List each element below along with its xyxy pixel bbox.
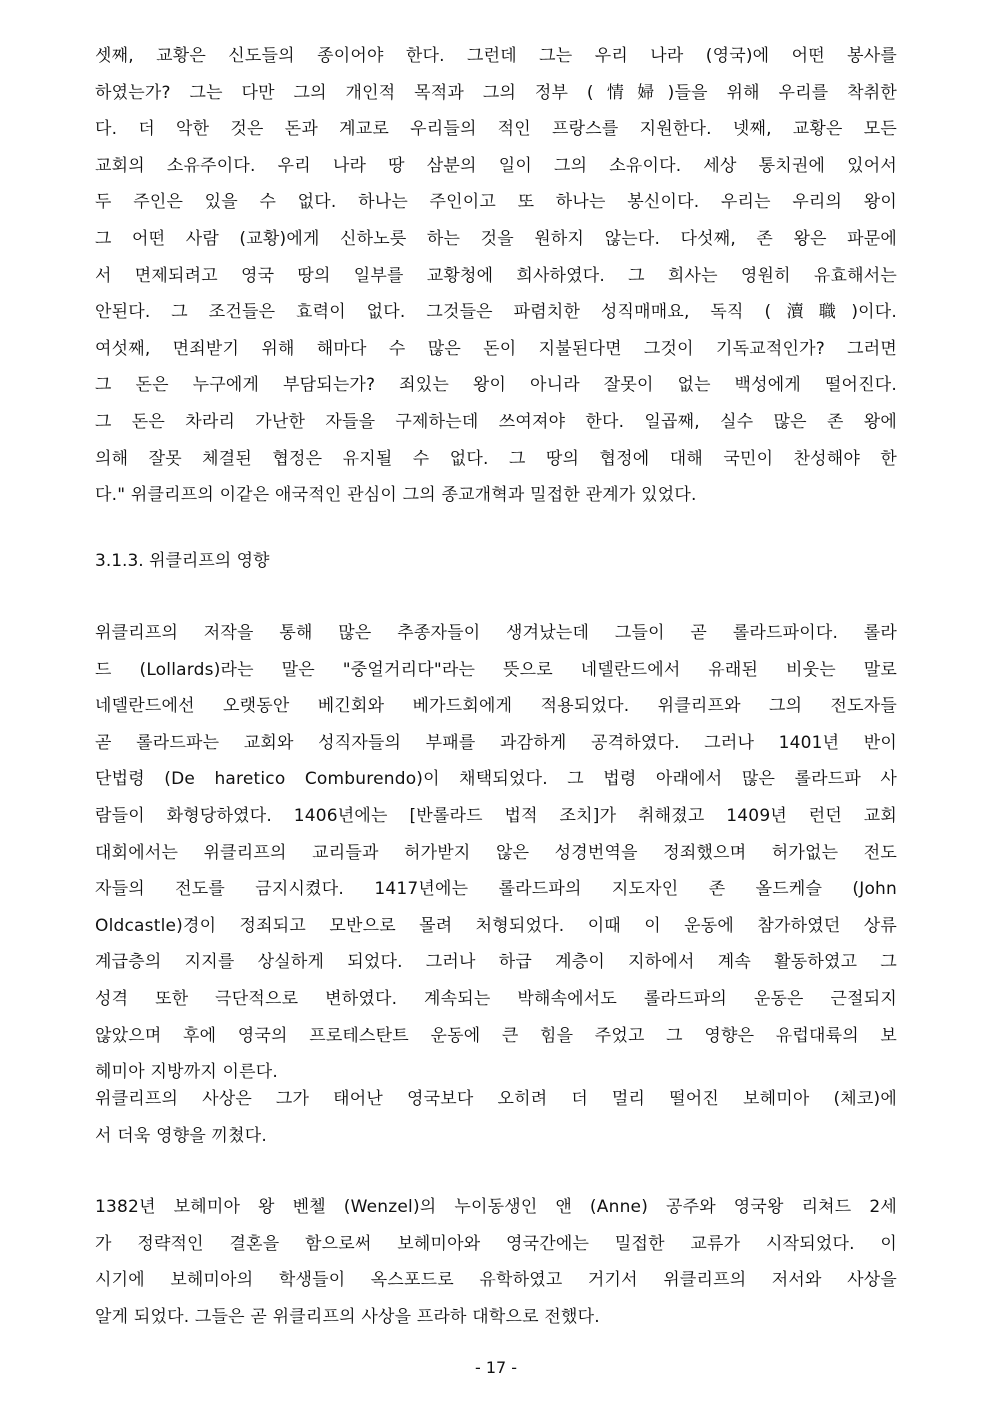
paragraph-line: 여섯째, 면죄받기 위해 해마다 수 많은 돈이 지불된다면 그것이 기독교적인가? 그러면 [95,338,897,359]
paragraph-line: 1382년 보헤미아 왕 벤첼 (Wenzel)의 누이동생인 앤 (Anne) 공주와 영국왕 리쳐드 2세 [95,1197,897,1217]
paragraph-line: 안된다. 그 조건들은 효력이 없다. 그것들은 파렴치한 성직매매요, 독직 (瀆職)이다. [95,302,897,323]
paragraph-line: 알게 되었다. 그들은 곧 위클리프의 사상을 프라하 대학으로 전했다. [95,1306,600,1327]
paragraph-line: 자들의 전도를 금지시켰다. 1417년에는 롤라드파의 지도자인 존 올드케슬 (John [95,879,897,900]
paragraph-line: 곧 롤라드파는 교회와 성직자들의 부패를 과감하게 공격하였다. 그러나 1401년 반이 [95,732,897,753]
paragraph-line: 헤미아 지방까지 이른다. [95,1062,279,1083]
paragraph-line: 계급층의 지지를 상실하게 되었다. 그러나 하급 계층이 지하에서 계속 활동하였고 그 [95,952,897,973]
paragraph-line: 람들이 화형당하였다. 1406년에는 [반롤라드 법적 조치]가 취해졌고 1409년 런던 교회 [95,805,897,826]
paragraph-line: 가 정략적인 결혼을 함으로써 보헤미아와 영국간에는 밀접한 교류가 시작되었다. 이 [95,1233,897,1254]
paragraph-line: 위클리프의 사상은 그가 태어난 영국보다 오히려 더 멀리 떨어진 보헤미아 (체코)에 [95,1089,897,1109]
paragraph-line: 시기에 보헤미아의 학생들이 옥스포드로 유학하였고 거기서 위클리프의 저서와 사상을 [95,1270,897,1291]
paragraph-line: 다. 더 악한 것은 돈과 계교로 우리들의 적인 프랑스를 지원한다. 넷째, 교황은 모든 [95,119,897,140]
paragraph-line: 다." 위클리프의 이같은 애국적인 관심이 그의 종교개혁과 밀접한 관계가 있었다. [95,485,697,506]
paragraph-line: 셋째, 교황은 신도들의 종이어야 한다. 그런데 그는 우리 나라 (영국)에 어떤 봉사를 [95,46,897,66]
paragraph-line: 위클리프의 저작을 통해 많은 추종자들이 생겨났는데 그들이 곧 롤라드파이다. 롤라 [95,623,897,643]
paragraph-line: Oldcastle)경이 정죄되고 모반으로 몰려 처형되었다. 이때 이 운동에 참가하였던 상류 [95,915,897,936]
paragraph-line: 하였는가? 그는 다만 그의 개인적 목적과 그의 정부 (情婦)들을 위해 우리를 착취한 [95,82,897,103]
paragraph-2 [95,615,897,1091]
paragraph-line: 않았으며 후에 영국의 프로테스탄트 운동에 큰 힘을 주었고 그 영향은 유럽대륙의 보 [95,1025,897,1046]
paragraph-line: 두 주인은 있을 수 없다. 하나는 주인이고 또 하나는 봉신이다. 우리는 우리의 왕이 [95,192,897,213]
page-number: - 17 - [474,1358,518,1377]
paragraph-line: 서 면제되려고 영국 땅의 일부를 교황청에 희사하였다. 그 희사는 영원히 유효해서는 [95,265,897,286]
paragraph-line: 네델란드에선 오랫동안 베긴회와 베가드회에게 적용되었다. 위클리프와 그의 전도자들 [95,696,897,717]
paragraph-line: 대회에서는 위클리프의 교리들과 허가받지 않은 성경번역을 정죄했으며 허가없는 전도 [95,842,897,863]
paragraph-1 [95,38,897,514]
paragraph-line: 교회의 소유주이다. 우리 나라 땅 삼분의 일이 그의 소유이다. 세상 통치권에 있어서 [95,155,897,176]
paragraph-line: 단법령 (De haretico Comburendo)이 채택되었다. 그 법령 아래에서 많은 롤라드파 사 [95,769,897,790]
paragraph-line: 드 (Lollards)라는 말은 "중얼거리다"라는 뜻으로 네델란드에서 유래된 비웃는 말로 [95,659,897,680]
paragraph-line: 그 돈은 차라리 가난한 자들을 구제하는데 쓰여져야 한다. 일곱째, 실수 많은 존 왕에 [95,411,897,432]
paragraph-line: 서 더욱 영향을 끼쳤다. [95,1125,268,1146]
paragraph-line: 의해 잘못 체결된 협정은 유지될 수 없다. 그 땅의 협정에 대해 국민이 찬성해야 한 [95,448,897,469]
paragraph-line: 성격 또한 극단적으로 변하였다. 계속되는 박해속에서도 롤라드파의 운동은 근절되지 [95,988,897,1009]
paragraph-line: 그 돈은 누구에게 부담되는가? 죄있는 왕이 아니라 잘못이 없는 백성에게 떨어진다. [95,375,897,396]
paragraph-4 [95,1189,897,1335]
paragraph-line: 그 어떤 사람 (교황)에게 신하노릇 하는 것을 원하지 않는다. 다섯째, 존 왕은 파문에 [95,228,897,249]
section-heading: 3.1.3. 위클리프의 영향 [95,551,270,571]
paragraph-3 [95,1081,897,1154]
